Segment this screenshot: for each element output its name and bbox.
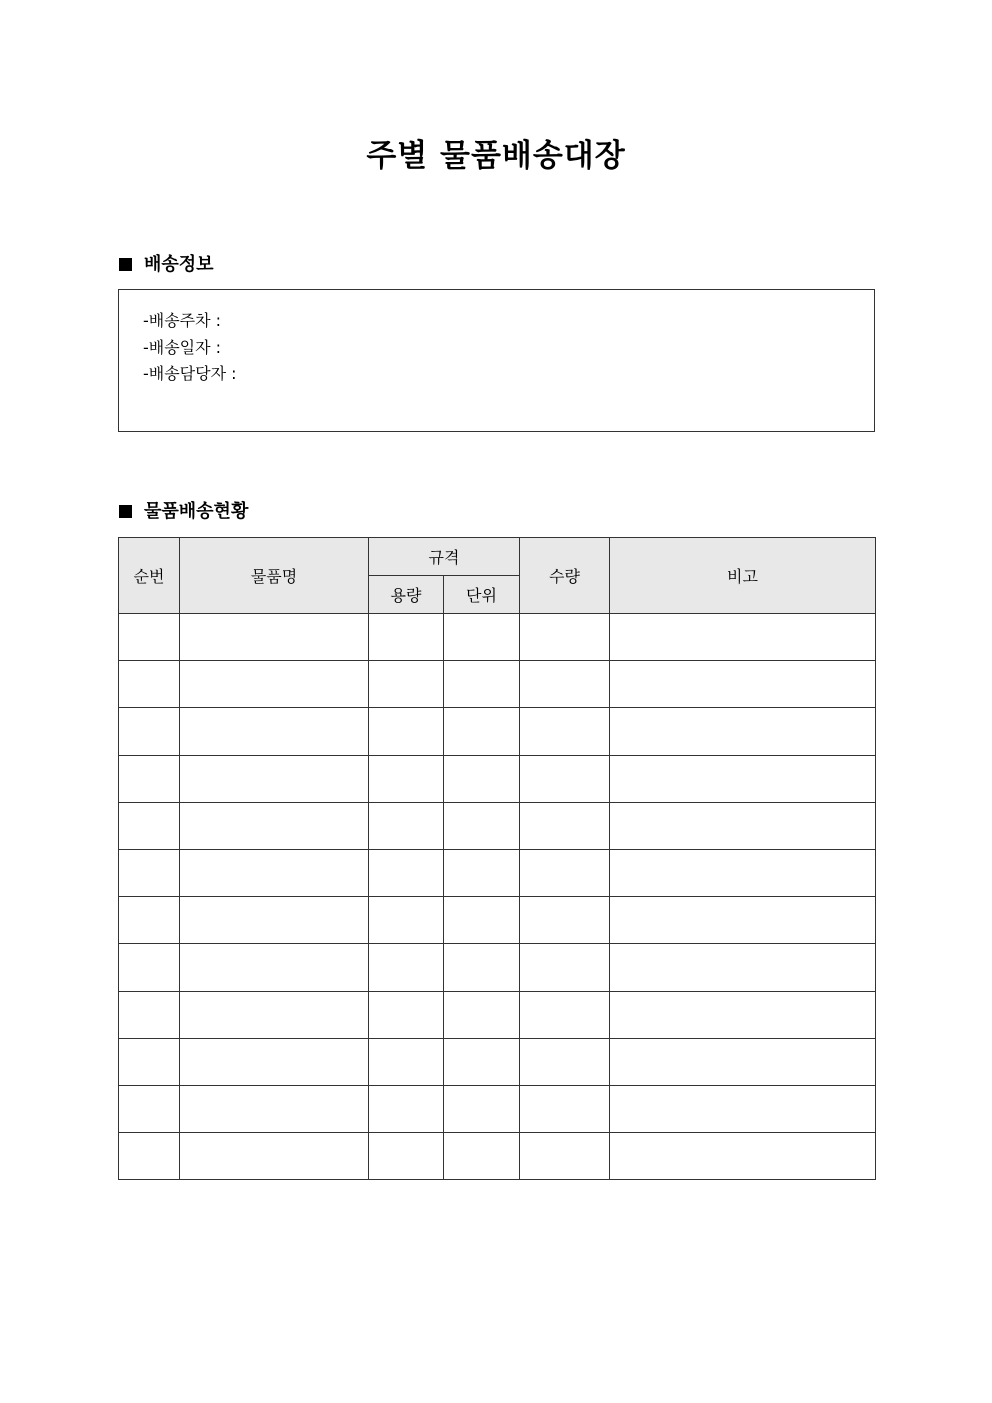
delivery-info-lines [143,308,237,388]
cell-remarks[interactable] [610,944,876,991]
cell-seq[interactable] [119,661,180,708]
cell-seq[interactable] [119,802,180,849]
cell-unit[interactable] [444,614,520,661]
cell-unit[interactable] [444,755,520,802]
cell-seq[interactable] [119,991,180,1038]
table-row [119,755,876,802]
square-bullet-icon [119,258,132,271]
col-header-spec: 규격 [369,538,520,576]
cell-seq[interactable] [119,614,180,661]
col-header-seq: 순번 [119,538,180,614]
delivery-status-heading-label: 물품배송현황 [144,501,249,522]
cell-remarks[interactable] [610,802,876,849]
table-row [119,1038,876,1085]
cell-item-name[interactable] [180,1038,369,1085]
delivery-info-box [118,289,875,432]
col-header-unit: 단위 [444,576,520,614]
table-header-row [119,538,876,576]
table-row [119,802,876,849]
cell-unit[interactable] [444,944,520,991]
cell-quantity[interactable] [520,708,610,755]
cell-quantity[interactable] [520,614,610,661]
cell-item-name[interactable] [180,991,369,1038]
table-row [119,849,876,896]
cell-unit[interactable] [444,661,520,708]
cell-quantity[interactable] [520,802,610,849]
col-header-remarks: 비고 [610,538,876,614]
delivery-week-line[interactable]: -배송주차 : [143,311,222,330]
cell-item-name[interactable] [180,1085,369,1132]
cell-seq[interactable] [119,708,180,755]
cell-item-name[interactable] [180,661,369,708]
cell-capacity[interactable] [369,1038,444,1085]
cell-remarks[interactable] [610,755,876,802]
cell-unit[interactable] [444,849,520,896]
cell-remarks[interactable] [610,1085,876,1132]
cell-capacity[interactable] [369,1085,444,1132]
delivery-status-table [118,537,876,1180]
square-bullet-icon [119,505,132,518]
cell-capacity[interactable] [369,897,444,944]
delivery-info-heading [119,253,214,277]
cell-quantity[interactable] [520,991,610,1038]
col-header-item-name: 물품명 [180,538,369,614]
col-header-capacity: 용량 [369,576,444,614]
cell-quantity[interactable] [520,1133,610,1180]
cell-remarks[interactable] [610,661,876,708]
cell-unit[interactable] [444,897,520,944]
cell-seq[interactable] [119,897,180,944]
cell-remarks[interactable] [610,614,876,661]
table-row [119,614,876,661]
cell-capacity[interactable] [369,802,444,849]
cell-capacity[interactable] [369,661,444,708]
cell-seq[interactable] [119,849,180,896]
cell-item-name[interactable] [180,802,369,849]
table-body [119,614,876,1180]
cell-remarks[interactable] [610,991,876,1038]
cell-capacity[interactable] [369,755,444,802]
cell-quantity[interactable] [520,944,610,991]
delivery-date-line[interactable]: -배송일자 : [143,337,222,357]
cell-quantity[interactable] [520,849,610,896]
cell-item-name[interactable] [180,708,369,755]
cell-item-name[interactable] [180,849,369,896]
cell-quantity[interactable] [520,1038,610,1085]
delivery-status-heading [119,500,248,524]
delivery-manager-line[interactable]: -배송담당자 : [143,364,237,383]
cell-remarks[interactable] [610,897,876,944]
table-row [119,897,876,944]
cell-capacity[interactable] [369,991,444,1038]
cell-unit[interactable] [444,802,520,849]
cell-capacity[interactable] [369,849,444,896]
page-title: 주별 물품배송대장 [366,138,626,174]
cell-item-name[interactable] [180,614,369,661]
cell-seq[interactable] [119,1038,180,1085]
table-row [119,1085,876,1132]
cell-item-name[interactable] [180,944,369,991]
cell-remarks[interactable] [610,1133,876,1180]
cell-capacity[interactable] [369,614,444,661]
cell-remarks[interactable] [610,708,876,755]
cell-remarks[interactable] [610,849,876,896]
cell-seq[interactable] [119,1085,180,1132]
delivery-info-heading-label: 배송정보 [144,254,214,275]
table-row [119,708,876,755]
cell-quantity[interactable] [520,1085,610,1132]
cell-unit[interactable] [444,708,520,755]
cell-unit[interactable] [444,1133,520,1180]
table-row [119,991,876,1038]
cell-item-name[interactable] [180,1133,369,1180]
cell-unit[interactable] [444,991,520,1038]
cell-remarks[interactable] [610,1038,876,1085]
col-header-quantity: 수량 [520,538,610,614]
cell-unit[interactable] [444,1085,520,1132]
cell-capacity[interactable] [369,708,444,755]
cell-quantity[interactable] [520,661,610,708]
cell-capacity[interactable] [369,944,444,991]
cell-item-name[interactable] [180,755,369,802]
table-row [119,944,876,991]
cell-seq[interactable] [119,944,180,991]
cell-unit[interactable] [444,1038,520,1085]
cell-item-name[interactable] [180,897,369,944]
cell-seq[interactable] [119,755,180,802]
cell-quantity[interactable] [520,897,610,944]
table-row [119,1133,876,1180]
cell-seq[interactable] [119,1133,180,1180]
cell-capacity[interactable] [369,1133,444,1180]
table-row [119,661,876,708]
cell-quantity[interactable] [520,755,610,802]
